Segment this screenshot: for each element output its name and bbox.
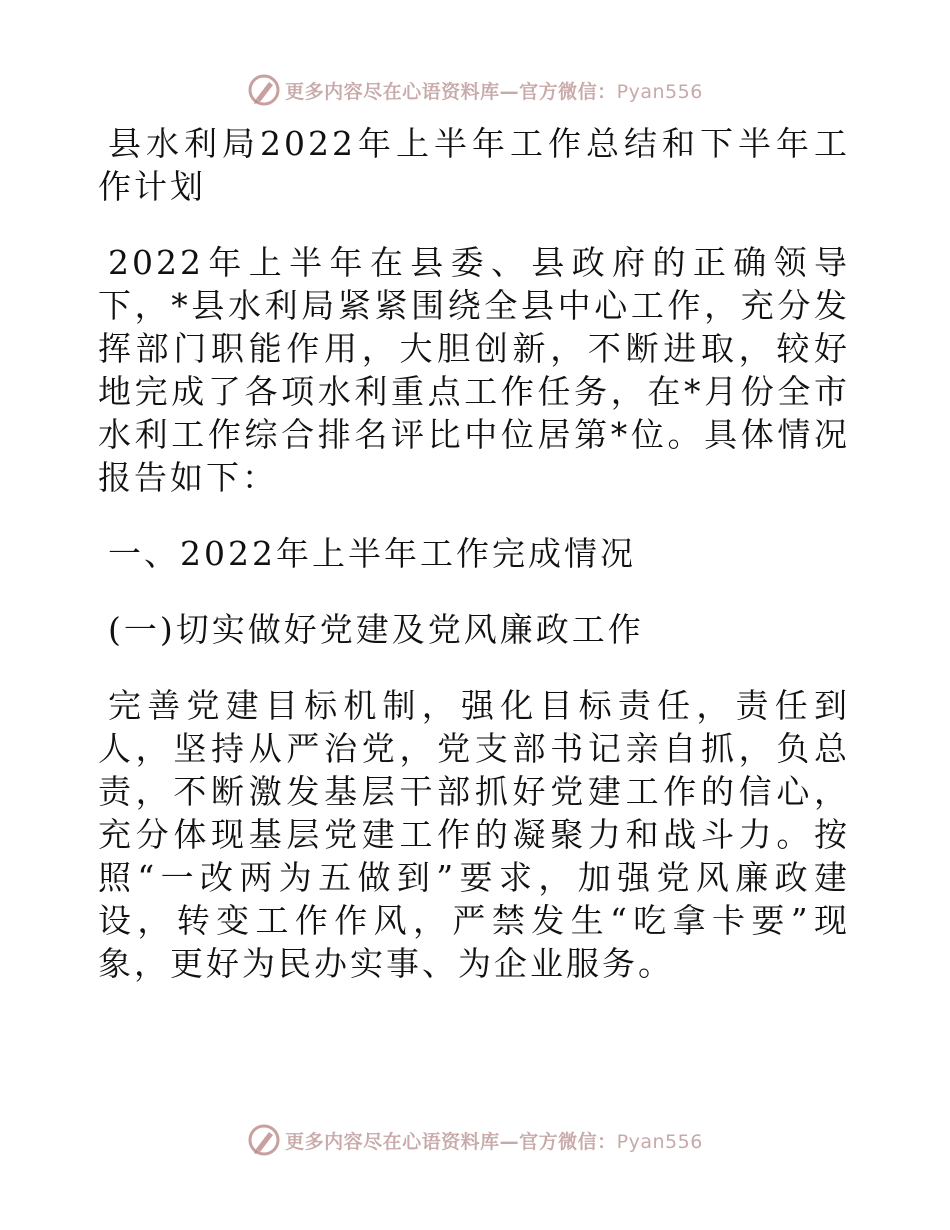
- document-title: 县水利局2022年上半年工作总结和下半年工作计划: [98, 124, 850, 206]
- section-heading: 一、2022年上半年工作完成情况: [108, 534, 636, 573]
- watermark-header: [0, 70, 950, 110]
- watermark-text: 更多内容尽在心语资料库—官方微信：Pyan556: [285, 80, 703, 103]
- watermark-text: 更多内容尽在心语资料库—官方微信：Pyan556: [285, 1130, 703, 1153]
- intro-paragraph: 2022年上半年在县委、县政府的正确领导下，*县水利局紧紧围绕全县中心工作，充分发挥部门职能作用，大胆创新，不断进取，较好地完成了各项水利重点工作任务，在*月份全市水利工作综合排名评比中位居第*位。具体情况报告如下：: [98, 243, 850, 497]
- section-body-paragraph: 完善党建目标机制，强化目标责任，责任到人，坚持从严治党，党支部书记亲自抓，负总责，不断激发基层干部抓好党建工作的信心，充分体现基层党建工作的凝聚力和战斗力。按照“一改两为五做到”要求，加强党风廉政建设，转变工作作风，严禁发生“吃拿卡要”现象，更好为民办实事、为企业服务。: [98, 686, 850, 983]
- pen-logo-icon: [247, 1123, 281, 1157]
- pen-logo-icon: [247, 73, 281, 107]
- subsection-heading: (一)切实做好党建及党风廉政工作: [108, 610, 644, 649]
- document-body: [98, 122, 850, 985]
- watermark-footer: [0, 1120, 950, 1160]
